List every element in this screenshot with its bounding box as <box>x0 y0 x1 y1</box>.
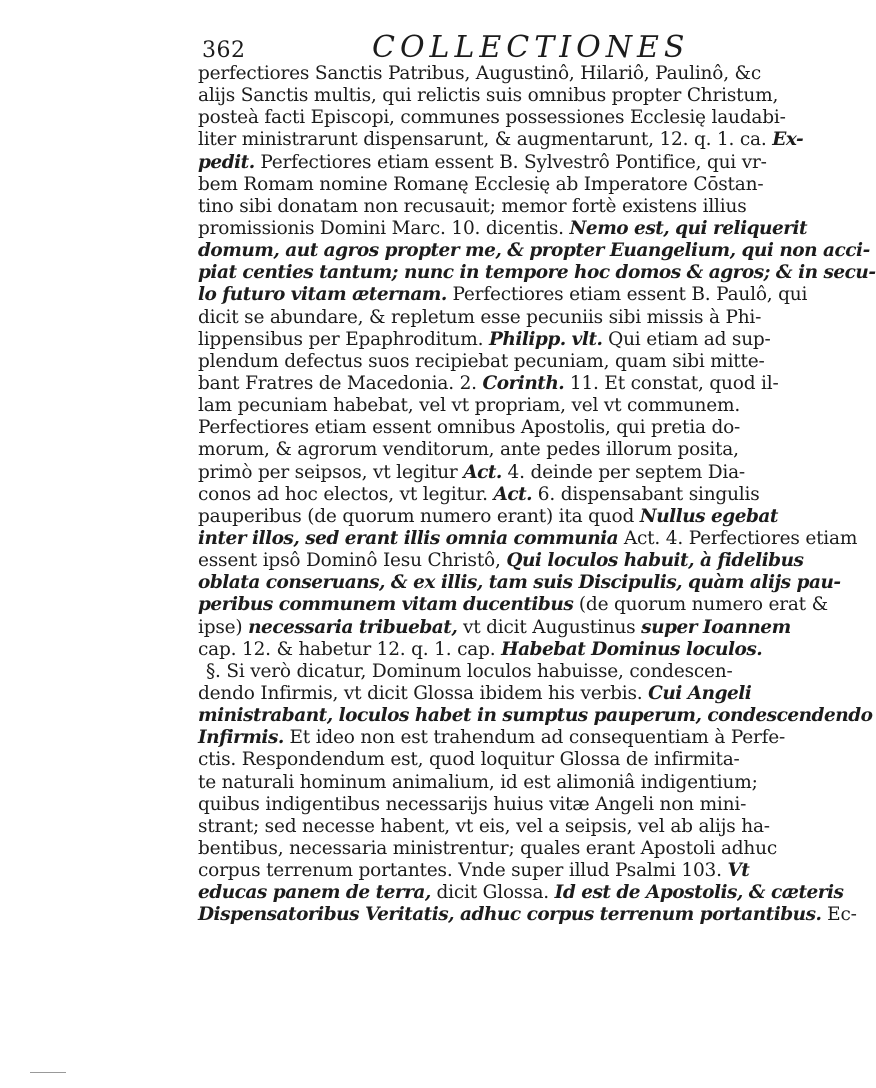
text-line <box>198 904 857 926</box>
text-line <box>198 372 779 395</box>
text-segment: Perfectiores etiam essent B. Sylvestrô Pontifice, qui vr- <box>254 151 767 173</box>
italic-segment: ministrabant, loculos habet in sumptus pauperum, condescendendo <box>198 705 873 727</box>
text-segment: promissionis Domini Marc. 10. dicentis. <box>198 217 570 239</box>
text-line <box>198 217 808 240</box>
italic-segment: Dispensatoribus Veritatis, adhuc corpus terrenum portantibus. <box>198 904 822 926</box>
text-segment: §. Si verò dicatur, Dominum loculos habuisse, condescen- <box>206 660 733 682</box>
text-line <box>198 129 804 151</box>
text-segment: Act. 4. Perfectiores etiam <box>618 527 858 549</box>
italic-segment: Philipp. vlt. <box>488 328 603 350</box>
text-line <box>198 815 770 838</box>
text-line <box>198 616 791 639</box>
text-line <box>198 328 771 351</box>
text-line <box>198 638 763 661</box>
text-line <box>198 350 765 373</box>
text-line <box>198 660 733 683</box>
page-edge-mark <box>30 1072 66 1073</box>
text-segment: 4. deinde per septem Dia- <box>501 461 745 483</box>
italic-segment: educas panem de terra, <box>198 882 431 904</box>
text-segment: liter ministrarunt dispensarunt, & augmentarunt, 12. q. 1. ca. <box>198 129 773 151</box>
body-text <box>198 63 876 926</box>
text-line <box>198 284 808 306</box>
text-line <box>198 705 873 727</box>
text-segment: perfectiores Sanctis Patribus, Augustinô, Hilariô, Paulinô, &c <box>198 63 761 84</box>
text-line <box>198 262 876 284</box>
page-number: 362 <box>202 38 246 63</box>
italic-segment: piat centies tantum; nunc in tempore hoc domos & agros; & in secu- <box>198 262 876 284</box>
italic-segment: Id est de Apostolis, & cæteris <box>554 882 844 904</box>
text-segment: ipse) <box>198 616 249 638</box>
text-line <box>198 395 740 417</box>
italic-segment: Vt <box>727 860 750 882</box>
text-segment: dicit se abundare, & repletum esse pecuniis sibi missis à Phi- <box>198 306 762 328</box>
text-line <box>198 860 750 882</box>
text-line <box>198 682 752 705</box>
italic-segment: Act. <box>463 461 502 483</box>
text-segment: alijs Sanctis multis, qui relictis suis omnibus propter Christum, <box>198 85 779 107</box>
text-line <box>198 85 779 107</box>
italic-segment: Nemo est, qui reliquerit <box>569 217 808 239</box>
text-line <box>198 572 841 594</box>
text-segment: ctis. Respondendum est, quod loquitur Glossa de infirmita- <box>198 749 740 771</box>
italic-segment: domum, aut agros propter me, & propter Euangelium, qui non acci- <box>198 240 870 262</box>
text-segment: plendum defectus suos recipiebat pecuniam, quam sibi mitte- <box>198 350 765 372</box>
italic-segment: Qui loculos habuit, à fidelibus <box>506 550 804 572</box>
text-segment: conos ad hoc electos, vt legitur. <box>198 483 494 505</box>
text-line <box>198 461 745 484</box>
text-line <box>198 882 844 904</box>
italic-segment: Corinth. <box>482 372 565 394</box>
text-segment: 6. dispensabant singulis <box>532 483 760 505</box>
text-segment: bant Fratres de Macedonia. 2. <box>198 372 483 394</box>
italic-segment: Nullus egebat <box>639 505 778 527</box>
running-head <box>200 28 720 68</box>
text-line <box>198 439 739 461</box>
text-line <box>198 195 747 218</box>
text-segment: strant; sed necesse habent, vt eis, vel a seipsis, vel ab alijs ha- <box>198 815 770 837</box>
text-segment: (de quorum numero erat & <box>573 594 828 616</box>
text-line <box>198 793 747 816</box>
italic-segment: necessaria tribuebat, <box>248 616 458 638</box>
text-segment: quibus indigentibus necessarijs huius vitæ Angeli non mini- <box>198 793 747 815</box>
text-line <box>198 527 858 550</box>
running-title: COLLECTIONES <box>372 30 690 65</box>
text-line <box>198 151 767 174</box>
text-segment: te naturali hominum animalium, id est alimoniâ indigentium; <box>198 771 758 793</box>
italic-segment: pedit. <box>198 151 255 173</box>
text-line <box>198 63 761 85</box>
text-segment: lippensibus per Epaphroditum. <box>198 328 489 350</box>
text-line <box>198 837 778 860</box>
text-segment: 11. Et constat, quod il- <box>564 372 779 394</box>
text-line <box>198 417 741 439</box>
text-segment: primò per seipsos, vt legitur <box>198 461 464 483</box>
text-segment: posteà facti Episcopi, communes possessiones Ecclesię laudabi- <box>198 107 786 129</box>
text-segment: corpus terrenum portantes. Vnde super illud Psalmi 103. <box>198 860 728 882</box>
text-segment: lam pecuniam habebat, vel vt propriam, vel vt communem. <box>198 395 740 417</box>
italic-segment: Cui Angeli <box>648 682 752 704</box>
text-segment: bentibus, necessaria ministrentur; quales erant Apostoli adhuc <box>198 837 778 859</box>
text-segment: essent ipsô Dominô Iesu Christô, <box>198 550 507 572</box>
text-segment: tino sibi donatam non recusauit; memor fortè existens illius <box>198 195 747 217</box>
text-line <box>198 594 828 616</box>
text-segment: Perfectiores etiam essent B. Paulô, qui <box>446 284 808 306</box>
text-line <box>198 771 758 794</box>
italic-segment: super Ioannem <box>641 616 791 638</box>
text-line <box>198 240 870 262</box>
text-segment: pauperibus (de quorum numero erant) ita quod <box>198 505 640 527</box>
text-line <box>198 173 764 196</box>
text-segment: Qui etiam ad sup- <box>602 328 771 350</box>
italic-segment: Habebat Dominus loculos. <box>501 638 763 660</box>
text-segment: morum, & agrorum venditorum, ante pedes illorum posita, <box>198 439 739 461</box>
text-segment: Et ideo non est trahendum ad consequentiam à Perfe- <box>283 727 786 749</box>
text-line <box>198 306 762 329</box>
italic-segment: lo futuro vitam æternam. <box>198 284 447 306</box>
text-segment: vt dicit Augustinus <box>457 616 642 638</box>
italic-segment: inter illos, sed erant illis omnia communia <box>198 527 619 549</box>
text-segment: dicit Glossa. <box>430 882 555 904</box>
italic-segment: Ex- <box>772 129 804 151</box>
text-line <box>198 749 740 771</box>
text-segment: dendo Infirmis, vt dicit Glossa ibidem his verbis. <box>198 682 649 704</box>
text-segment: cap. 12. & habetur 12. q. 1. cap. <box>198 638 502 660</box>
text-segment: Ec- <box>821 904 857 926</box>
italic-segment: Infirmis. <box>198 727 284 749</box>
text-line <box>198 550 804 572</box>
text-line <box>198 107 786 129</box>
italic-segment: oblata conseruans, & ex illis, tam suis Discipulis, quàm alijs pau- <box>198 572 841 594</box>
text-line <box>198 483 760 506</box>
italic-segment: Act. <box>493 483 533 505</box>
text-segment: Perfectiores etiam essent omnibus Apostolis, qui pretia do- <box>198 417 741 439</box>
italic-segment: peribus communem vitam ducentibus <box>198 594 574 616</box>
text-line <box>198 505 778 528</box>
text-segment: bem Romam nomine Romanę Ecclesię ab Imperatore Cōstan- <box>198 173 764 195</box>
text-line <box>198 727 786 749</box>
